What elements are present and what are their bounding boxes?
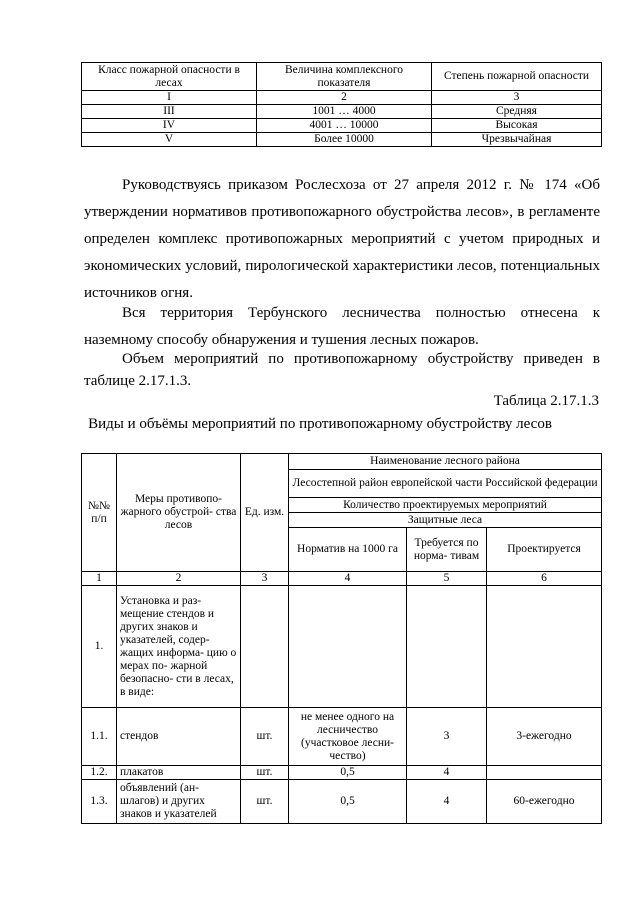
cell-index: Более 10000: [257, 133, 432, 147]
col-number: 2: [117, 572, 241, 586]
header-count-title: Количество проектируемых мероприятий: [289, 498, 602, 513]
table-row: [82, 119, 602, 133]
row-measure: плакатов: [117, 766, 241, 780]
row-norm: 0,5: [289, 766, 407, 780]
table-row: [82, 133, 602, 147]
row-num: 1.3.: [82, 780, 117, 824]
table-row: [82, 780, 602, 824]
col-number: 2: [257, 91, 432, 105]
row-required: 4: [407, 766, 487, 780]
row-projected: 3-ежегодно: [487, 708, 602, 766]
measures-table: [81, 453, 602, 824]
paragraph-volume: Объем мероприятий по противопожарному обустройству приведен в таблице 2.17.1.3.: [84, 351, 600, 389]
header-district: Лесостепной район европейской части Российской федерации: [289, 470, 602, 498]
row-norm: не менее одного на лесничество (участковое лесни- чество): [289, 708, 407, 766]
row-norm: [289, 586, 407, 708]
fire-class-table: [81, 62, 602, 147]
col-number: 4: [289, 572, 407, 586]
header-protective-forests: Защитные леса: [289, 513, 602, 528]
col-number: 5: [407, 572, 487, 586]
row-projected: [487, 586, 602, 708]
header-num: №№ п/п: [82, 454, 117, 572]
row-required: [407, 586, 487, 708]
cell-class: V: [82, 133, 257, 147]
row-projected: [487, 766, 602, 780]
row-projected: 60-ежегодно: [487, 780, 602, 824]
col-number: 1: [82, 572, 117, 586]
header-fire-class: Класс пожарной опасности в лесах: [82, 63, 257, 91]
col-number: 6: [487, 572, 602, 586]
table-row: [82, 766, 602, 780]
table-title: Виды и объёмы мероприятий по противопожарному обустройству лесов: [88, 416, 552, 432]
row-num: 1.2.: [82, 766, 117, 780]
header-district-title: Наименование лесного района: [289, 454, 602, 470]
cell-degree: Чрезвычайная: [432, 133, 602, 147]
row-norm: 0,5: [289, 780, 407, 824]
cell-degree: Высокая: [432, 119, 602, 133]
header-projected: Проектируется: [487, 528, 602, 572]
row-unit: [241, 586, 289, 708]
col-number: 3: [241, 572, 289, 586]
paragraph-regulation: Руководствуясь приказом Рослесхоза от 27 апреля 2012 г. № 174 «Об утверждении нормативов противопожарного обустройства лесов», в регламенте определен комплекс противопожарных мероприятий с учетом природных и экономических условий, пирологической характеристики лесов, потенциальных источников огня.: [84, 177, 600, 301]
cell-class: IV: [82, 119, 257, 133]
paragraph-territory: Вся территория Тербунского лесничества полностью отнесена к наземному способу обнаружения и тушения лесных пожаров.: [84, 305, 600, 348]
header-measures: Меры противопо- жарного обустрой- ства лесов: [117, 454, 241, 572]
cell-index: 4001 … 10000: [257, 119, 432, 133]
header-norm: Норматив на 1000 га: [289, 528, 407, 572]
table-row: [82, 105, 602, 119]
col-number: 3: [432, 91, 602, 105]
row-measure: Установка и раз- мещение стендов и других знаков и указателей, содер- жащих информа- цию о мерах по- жарной безопасно- сти в лесах, в виде:: [117, 586, 241, 708]
cell-degree: Средняя: [432, 105, 602, 119]
row-num: 1.1.: [82, 708, 117, 766]
cell-class: III: [82, 105, 257, 119]
cell-index: 1001 … 4000: [257, 105, 432, 119]
row-unit: шт.: [241, 766, 289, 780]
row-measure: объявлений (ан- шлагов) и других знаков и указателей: [117, 780, 241, 824]
table-row: [82, 708, 602, 766]
header-required: Требуется по норма- тивам: [407, 528, 487, 572]
header-unit: Ед. изм.: [241, 454, 289, 572]
row-required: 3: [407, 708, 487, 766]
header-complex-index: Величина комплексного показателя: [257, 63, 432, 91]
row-unit: шт.: [241, 780, 289, 824]
table-row: [82, 586, 602, 708]
row-measure: стендов: [117, 708, 241, 766]
col-number: I: [82, 91, 257, 105]
table-number: Таблица 2.17.1.3: [493, 393, 599, 409]
header-danger-degree: Степень пожарной опасности: [432, 63, 602, 91]
row-num: 1.: [82, 586, 117, 708]
row-unit: шт.: [241, 708, 289, 766]
row-required: 4: [407, 780, 487, 824]
